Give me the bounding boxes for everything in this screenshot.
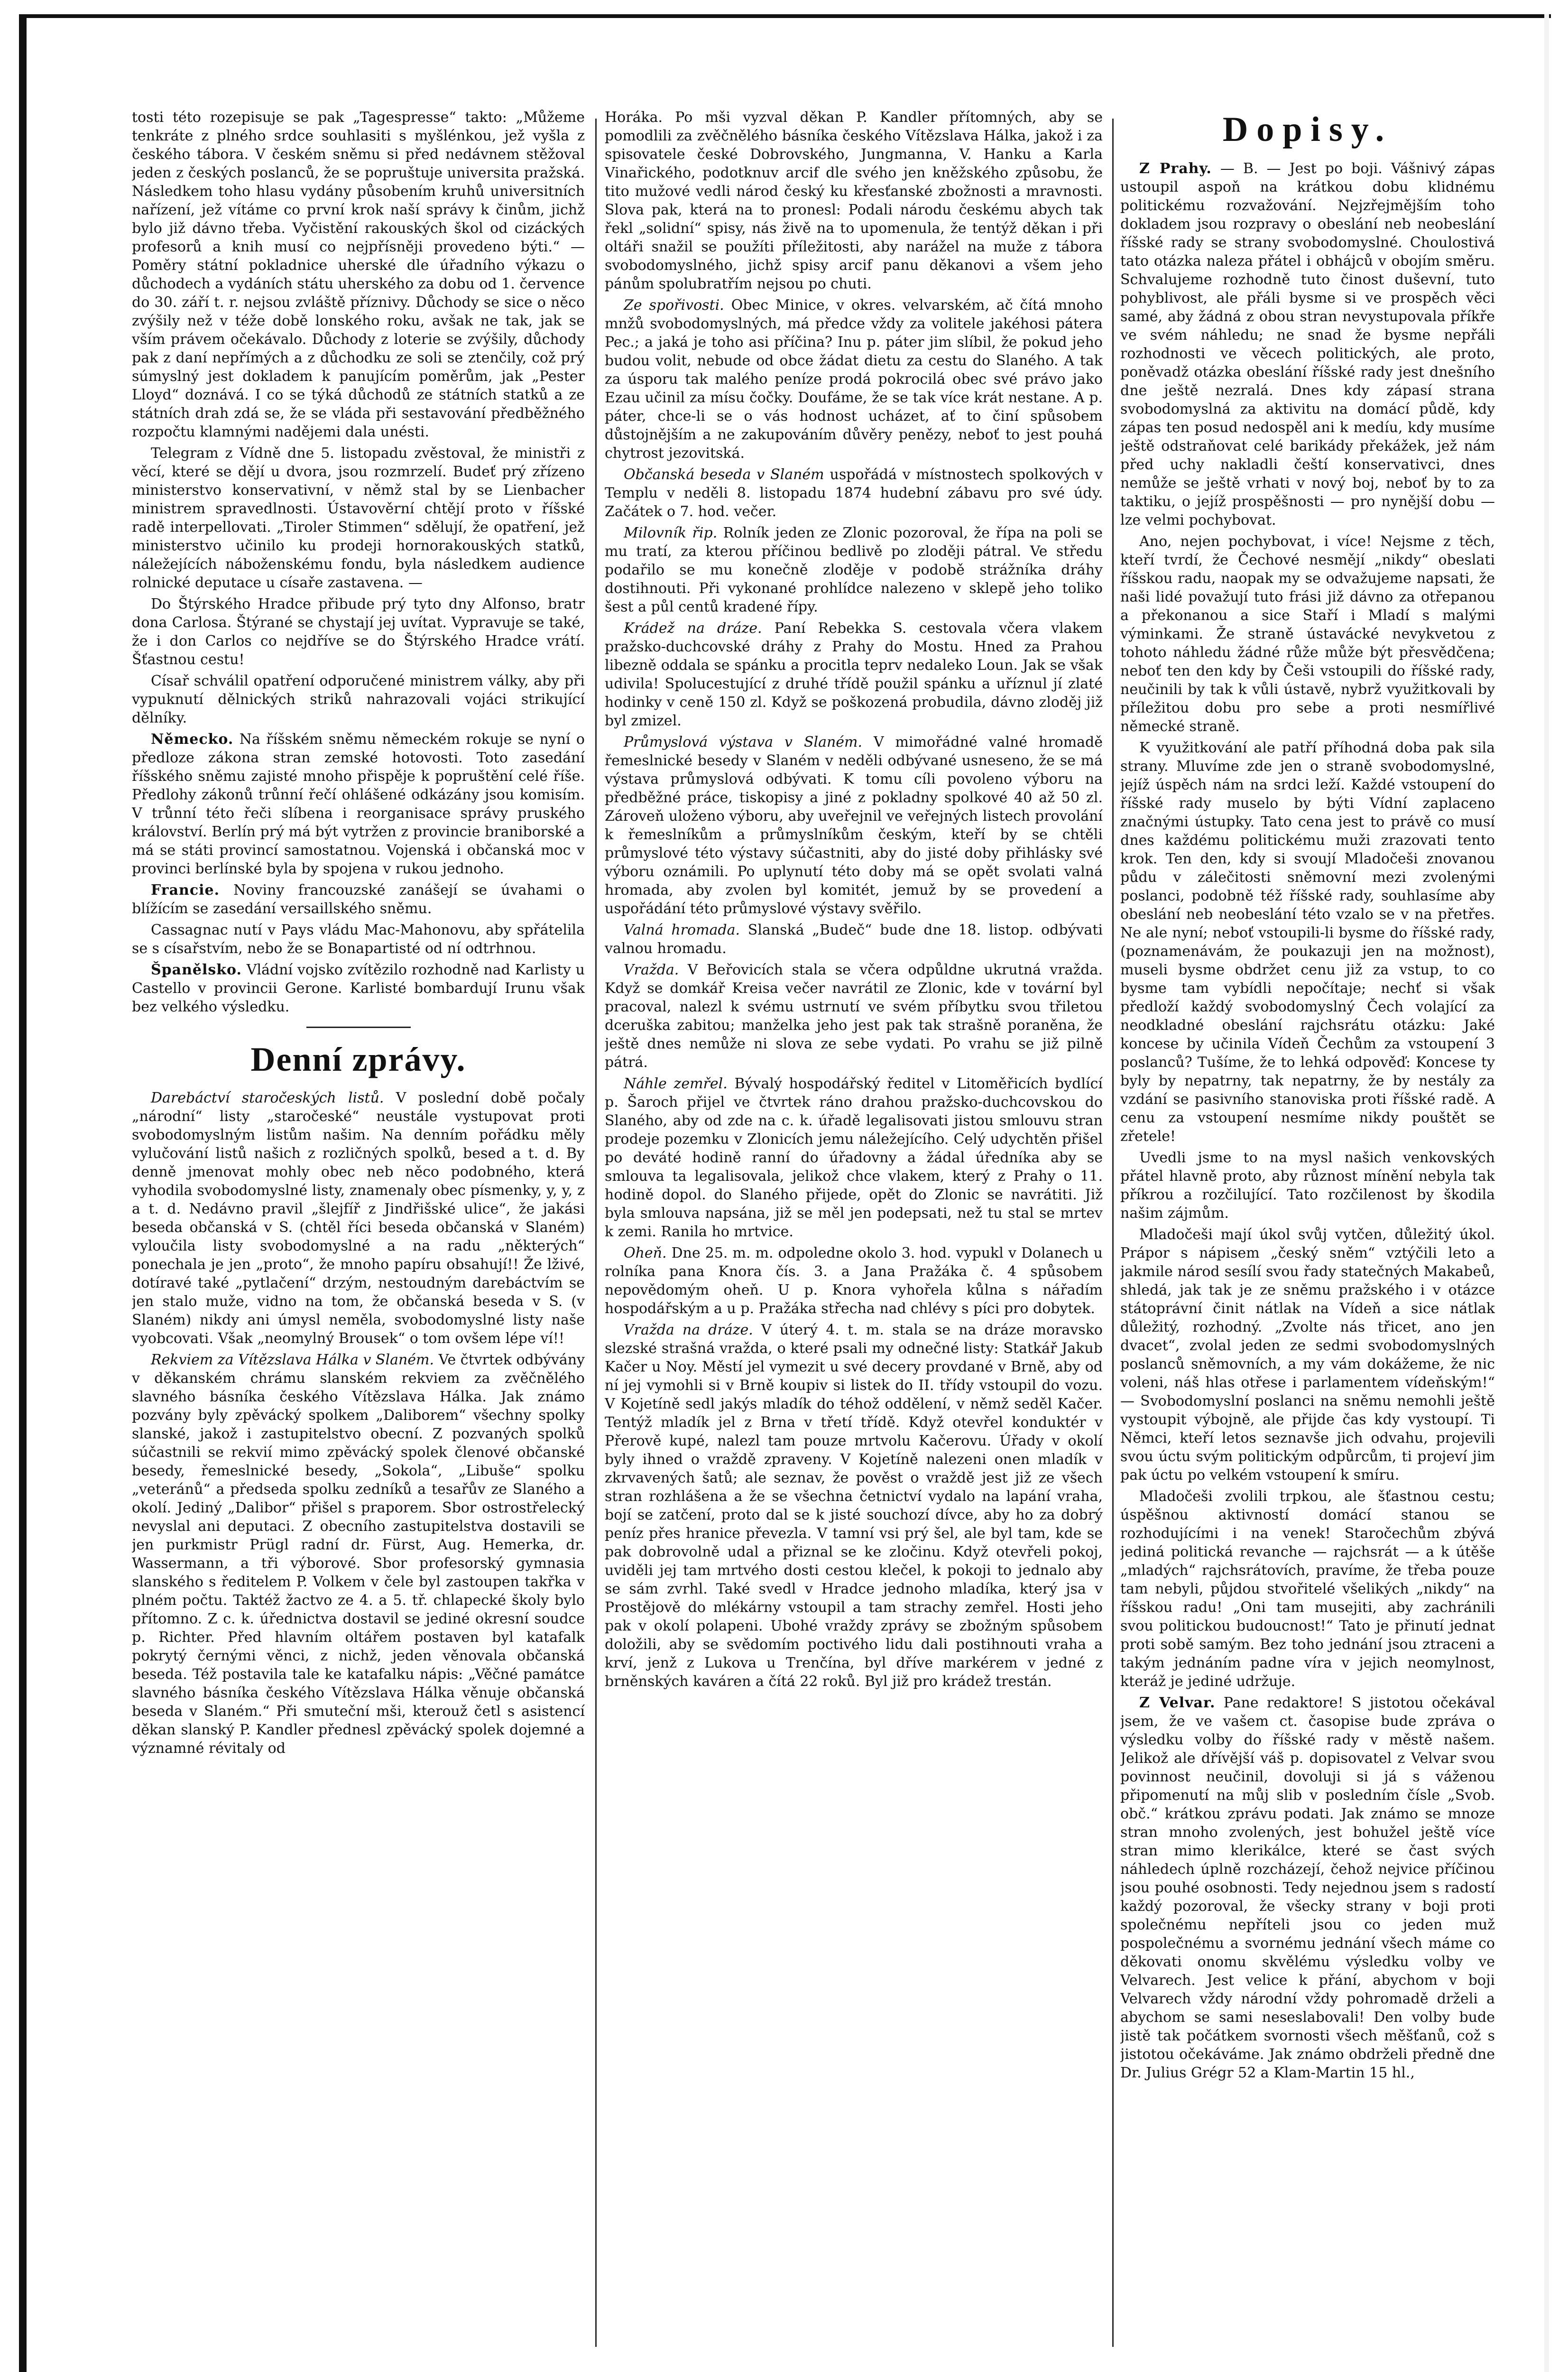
right-letter-item-text: Pane redaktore! S jistotou očekával jsem, že ve vašem ct. časopise bude zpráva o výsledku volby do říšské rady v městě našem. Jelikož ale dřívější váš p. dopisovatel z Velvar svou povinnost neučinil, dovoluji si já s váženou připomenutí na můj slib v posledním čísle „Svob. obč.“ krátkou zprávu podati. Jak známo se mnoze stran mnoho zvolených, jest bohužel ještě více stran mimo klerikálce, které se čast svých náhledech úplně rozcházejí, čehož nejvice příčinou jsou pouhé osobnosti. Tedy nejednou jsem s radostí každý pozoroval, že všecky strany v boji proti společnému nepříteli jsou co jeden muž pospolečnému a svornému jednání všech máme co děkovati onomu skvělému výsledku volby ve Velvarech. Jest velice k přání, abychom v boji Velvarech vždy národní vždy pohromadě drželi a abychom se sami neseslabovali! Den volby bude jistě tak počátkem svornosti všech měšťanů, což s jistotou očekáváme. Jak známo obdrželi předně dne Dr. Julius Grégr 52 a Klam-Martin 15 hl., xyxy=(1120,1695,1495,2081)
right-letter-item-head: Z Velvar. xyxy=(1139,1695,1216,1711)
middle-news-list xyxy=(605,296,1103,1691)
right-letter-item xyxy=(1120,159,1495,529)
middle-paragraph-1: Horáka. Po mši vyzval děkan P. Kandler přítomných, aby se pomodlili za zvěčnělého básníka českého Vítězslava Hálka, jakož i za spisovatele české Dobrovského, Jungmanna, V. Hanku a Karla Vinařického, podotknuv arcif dle svého jen kněžského způsobu, že tito mužové vedli národ český ku křesťanské zbožnosti a mravnosti. Slova pak, která na to pronesl: Podali národu českému abych tak řekl „solidní“ spisy, nás živě na to upomenula, že tentýž děkan i při oltáři snažil se použíti příležitosti, aby narážel na muže z tábora svobodomyslného, jichž spisy arcif panu děkanovi a všem jeho pánům spolubratřím nejsou po chuti. xyxy=(605,109,1103,292)
right-letter-item-text: Ano, nejen pochybovat, i více! Nejsme z těch, kteří tvrdí, že Čechové nesmějí „nikdy“ obeslati říšskou radu, naopak my se odvažujeme napsati, že naši lidé považují tuto frási již dávno za otřepanou a překonanou a sice Staří i Mladí s malými výminkami. Že straně ústavácké nevykvetou z tohoto náhledu žádné růže může být přesvědčena; neboť ten den kdy by Češi vstoupili do říšské rady, neučinili by tak k vůli ústavě, nybrž využitkovali by příležitou dobu pro sebe a proti nesmířlivé německé straně. xyxy=(1120,533,1495,735)
right-letters-list xyxy=(1120,159,1495,2082)
middle-news-item xyxy=(605,961,1103,1072)
middle-news-item xyxy=(605,1075,1103,1241)
darebactvi-text: V poslední době počaly „národní“ listy „staročeské“ neustále vystupovat proti svobodomyslným listům našim. Na denním pořádku měly vylučování listů našich z rozličných spolků, besed a t. d. By denně jmenovat mohly obec neb něco podobného, která vyhodila svobodomyslné listy, znamenaly obec písmenky, y, y, z a t. d. Nedávno pravil „šlejfíř z Jindřišské ulice“, že jakási beseda občanská v S. (chtěl říci beseda občanská v Slaném) vyloučila listy svobodomyslné a na radu „některých“ ponechala je jen „proto“, že mnoho papíru obsahují!! Že lživé, dotíravé také „pytlačení“ drzým, nestoudným darebáctvím se jen stalo muže, vidno na tom, že občanská beseda v S. (v Slaném) nikdy ani úmysl neměla, svobodomyslné listy naše vyobcovati. Však „neomylný Brousek“ o tom ovšem lépe ví!! xyxy=(132,1090,585,1347)
rekviem-head: Rekviem za Vítězslava Hálka v Slaném. xyxy=(151,1352,434,1368)
middle-news-item-head: Vražda na dráze. xyxy=(624,1322,753,1338)
middle-news-item-text: Bývalý hospodářský ředitel v Litoměřicích bydlící p. Šaroch přijel ve čtvrtek ráno drahou pražsko-duchcovskou do Slaného, aby od zde na c. k. úřadě legalisovati jistou smlouvu stran prodeje pozemku v Zlonicích jemu náležejícího. Celý udychtěn přišel po deváté hodině ranní do úřadovny a žádal úředníka aby se smlouva ta legalisovala, jelikož chce vlakem, který z Prahy o 11. hodině dopol. do Slaného přijede, opět do Zlonic se navrátiti. Již byla smlouva napsána, již se měl jen podepsati, než tu stal se mrtev k zemi. Ranila ho mrtvice. xyxy=(605,1075,1103,1240)
middle-news-item-text: V úterý 4. t. m. stala se na dráze moravsko slezské strašná vražda, o které psali my odnečné listy: Statkář Jakub Kačer u Noy. Městí jel vymezit u své decery provdané v Brně, aby od ní jej vymohli si v Brně koupiv si listek do II. třídy vstoupil do vozu. V Kojetíně sedl jakýs mladík do téhož oddělení, v němž seděl Kačer. Tentýž mladík jel z Brna v třetí třídě. Když otevřel konduktér v Přerově kupé, nalezl tam pouze mrtvolu Kačerovu. Úřady v okolí byly ihned o vraždě zpraveny. V Kojetíně nalezeni onen mladík v zkrvavených šatů; ale seznav, že pověst o vraždě jest již ze všech stran rozhlášena a že se všechna četnictví vydalo na lapání vraha, bojí se zatčení, proto dal se k jisté souchozí dívce, aby ho za dobrý peníz přes hranice převezla. V tamní vsi prý šel, ale byl tam, kde se pak dobrovolně udal a přiznal se ke zločinu. Když otevřeli pokoj, uviděli jej tam mrtvého dosti cestou klečel, k pokoji to jednalo aby se sám zvrhl. Také svedl v Hradce jednoho mladíka, který jsa v Prostějově do mlékárny vstoupil a tam strachy zemřel. Hosti jeho pak v okolí polapeni. Ubohé vraždy zprávy se zbožným spůsobem doložili, aby se svědomím poctivého lidu dali postihnouti vraha a krví, jenž z Lukova u Trenčína, byl dříve markérem v jedné z brněnských kaváren a čítá 22 roků. Byl již pro krádež trestán. xyxy=(605,1322,1103,1690)
page-edge xyxy=(1544,14,1549,2372)
francie-head: Francie. xyxy=(151,882,220,899)
francie-paragraph-2: Cassagnac nutí v Pays vládu Mac-Mahonovu, aby spřátelila se s císařstvím, nebo že se Bonapartisté od ní odtrhnou. xyxy=(132,922,585,957)
left-paragraph-2: Telegram z Vídně dne 5. listopadu zvěstoval, že ministři z věcí, které se dějí u dvora, jsou rozmrzelí. Budeť prý zřízeno ministerstvo konservativní, v němž stal by se Lienbacher ministrem spravedlnosti. Ústavověrní chtějí proto v říšské radě interpellovati. „Tiroler Stimmen“ sdělují, že opatření, jež ministerstvo učinilo ku prodeji hornorakouských statků, náležejících náboženskému fondu, byla následkem audience rolnické deputace u císaře zastavena. — xyxy=(132,445,585,591)
spanelsko-paragraph xyxy=(132,961,585,1016)
middle-news-item-head: Milovník řip. xyxy=(624,525,718,541)
middle-news-item xyxy=(605,1244,1103,1318)
left-paragraph-1: tosti této rozepisuje se pak „Tagespresse“ takto: „Můžeme tenkráte z plného srdce souhlasiti s myšlénkou, jež vyšla z českého tábora. V českém sněmu si před nedávnem stěžoval jeden z českých poslanců, že se popruštuje universita pražská. Následkem toho hlasu vydány působením kruhů universitních nařízení, jež vítáme co první krok naší správy k činům, jichž bylo již dávno třeba. Vyčistění rakouských škol od cizáckých profesorů a knih musí co nejpřísněji provedeno býti.“ — Poměry státní pokladnice uherské dle úřadního výkazu o důchodech a vydáních státu uherského za dobu od 1. července do 30. září t. r. nejsou zvláště příznivy. Důchody se sice o něco zvýšily než v téže době lonského roku, avšak ne tak, jak se vším právem očekávalo. Důchody z loterie se zvýšily, důchody pak z daní nepřímých a z důchodku ze soli se ztenčily, což prý súmyslný jest dokladem k panujícím poměrům, jak „Pester Lloyd“ doznává. I co se týká důchodů ze státních statků a ze státních drah zdá se, že se vláda při sestavování předběžného rozpočtu klamnými nadějemi dala unésti. xyxy=(132,109,585,440)
middle-news-item-text: Dne 25. m. m. odpoledne okolo 3. hod. vypukl v Dolanech u rolníka pana Knora čís. 3. a Jana Pražáka č. 4 spůsobem nepovědomým oheň. U p. Knora vyhořela kůlna s nářadím hospodářským a u p. Pražáka střecha nad chlévy s píci pro dobytek. xyxy=(605,1245,1103,1317)
column-right xyxy=(1120,108,1495,2372)
middle-news-item-text: Obec Minice, v okres. velvarském, ač čítá mnoho mnžů svobodomyslných, má předce vždy za volitele jakéhosi pátera Pec.; a jaká je toho asi příčina? Inu p. páter jim slíbil, že pokud jeho budou volit, nebude od obce žádat dietu za cestu do Slaného. A tak za úsporu tak malého peníze prodá pokrocilá obec své právo jako Ezau učinil za mísu čočky. Doufáme, že se tak více krát nestane. A p. páter, chce-li se o vás hodnost ucházet, ať to činí spůsobem důstojnějším a ne zakupováním důvěry penězy, neboť to jest pouhá chytrost jezovitská. xyxy=(605,297,1103,462)
middle-news-item-head: Krádež na dráze. xyxy=(624,620,762,637)
right-letter-item-text: Mladočeši zvolili trpkou, ale šťastnou cestu; úspěšnou aktivností domácí stanou se rozhodujícími i na venek! Staročechům zbývá jediná politická revanche — rajchsrát — a k útěše „mladých“ rajchsrátovích, pravíme, že třeba pouze tam nebyli, půjdou stvořitelé všelikých „nikdy“ na říšskou radu! „Oni tam musejiti, aby zachránili svou politickou budoucnost!“ Tato je přinutí jednat proti sobě samým. Bez toho jednání jsou ztraceni a takým jednáním padne víra v jejich neomylnost, kteráž je jediné udržuje. xyxy=(1120,1488,1495,1690)
left-paragraph-4: Císař schválil opatření odporučené ministrem války, aby při vypuknutí dělnických striků nahrazovali vojáci strikující dělníky. xyxy=(132,673,585,726)
middle-news-item xyxy=(605,524,1103,616)
middle-news-item-text: V mimořádné valné hromadě řemeslnické besedy v Slaném v neděli odbývané usneseno, že se má výstava průmyslová odbývati. K tomu cíli povoleno výboru na předběžné práce, tiskopisy a jiné z pokladny spolkové 40 až 50 zl. Zároveň uloženo výboru, aby uveřejnil ve veřejných listech provolání k řemeslníkům a průmyslníkům českým, kteří by se chtěli průmyslové této výstavy súčastniti, aby do jisté doby přihlásky své výboru oznámili. Po uplynutí této doby má se opět svolati valná hromada, aby zvolen byl komitét, jemuž by se provedení a uspořádání této průmyslové výstavy svěřilo. xyxy=(605,734,1103,917)
left-paragraph-3: Do Štýrského Hradce přibude prý tyto dny Alfonso, bratr dona Carlosa. Štýrané se chystají jej uvítat. Vypravuje se také, že i don Carlos co nejdříve se do Štýrského Hradce vrátí. Šťastnou cestu! xyxy=(132,596,585,668)
francie-text: Noviny francouzské zanášejí se úvahami o blížícím se zasedání versaillského sněmu. xyxy=(132,882,585,917)
middle-news-item-head: Náhle zemřel. xyxy=(624,1075,728,1092)
section-separator xyxy=(306,1027,411,1028)
right-letter-item xyxy=(1120,1225,1495,1484)
middle-news-item-head: Průmyslová výstava v Slaném. xyxy=(624,734,863,751)
middle-news-item-head: Ze spořivosti. xyxy=(624,297,724,314)
middle-news-item-text: uspořádá v místnostech spolkových v Templu v neděli 8. listopadu 1874 hudební zábavu pro své údy. Začátek o 7. hod. večer. xyxy=(605,466,1103,520)
middle-news-item-text: Slanská „Budeč“ bude dne 18. listop. odbývati valnou hromadu. xyxy=(605,922,1103,957)
middle-news-item-head: Vražda. xyxy=(624,962,679,978)
middle-news-item-head: Oheň. xyxy=(624,1245,667,1261)
right-letter-item xyxy=(1120,1694,1495,2082)
middle-news-item-head: Občanská beseda v Slaném xyxy=(624,466,824,483)
right-letter-item xyxy=(1120,1149,1495,1223)
middle-news-item xyxy=(605,619,1103,730)
right-letter-item-head: Z Prahy. xyxy=(1139,160,1212,177)
spanelsko-text: Vládní vojsko zvítězilo rozhodně nad Karlisty u Castello v provincii Gerone. Karlisté bombardují Irunu však bez velkého výsledku. xyxy=(132,962,585,1015)
francie-paragraph xyxy=(132,881,585,918)
middle-news-item-text: V Beřovicích stala se včera odpůldne ukrutná vražda. Když se domkář Kreisa večer navrátil ze Zlonic, kde v tovární byl pracoval, nalezl k svému ustrnutí ve svém příbytku svou třiletou dceruška zabitou; manželka jeho jest pak tak strašně poraněna, že ještě dnes nemůže ni slova ze sebe vydati. Po vrahu se již pilně pátrá. xyxy=(605,962,1103,1071)
column-rule-1 xyxy=(595,119,597,2347)
right-letter-item-text: — B. — Jest po boji. Vášnivý zápas ustoupil aspoň na krátkou dobu klidnému politickému rozvažování. Nejzřejmějším toho dokladem jsou rozpravy o obeslání neb neobeslání říšské rady se strany svobodomyslné. Choulostivá tato otázka naleza přátel i obhájců v obojím směru. Schvalujeme rozhodně tuto činost duševní, tuto pohyblivost, ale přáli bysme si ve prospěch věci samé, aby žádná z obou stran nevystupovala příkře ve svém náhledu; ne snad že bysme nepřáli rozhodnosti ve věcech politických, ale proto, poněvadž otázka obeslání říšské rady jest dnešního dne ještě nezralá. Dnes kdy zápasí strana svobodomyslná za aktivitu na domácí půdě, kdy zápas ten posud nedospěl ani k medíu, kdy musíme ještě odstraňovat celé barikády překážek, jež nám před uchy nakladli čeští konservativci, dnes nemůže se ještě vrhati v nový boj, neboť by to za taktiku, o jejíž prospěšnosti — pro nynější dobu — lze velmi pochybovat. xyxy=(1120,160,1495,528)
middle-news-item-head: Valná hromada. xyxy=(624,922,740,938)
right-letter-item-text: Uvedli jsme to na mysl našich venkovských přátel hlavně proto, aby různost mínění nebyla tak příkrou a rozčilující. Tato rozčilenost by škodila našim zájmům. xyxy=(1120,1149,1495,1222)
section-title-denni-zpravy: Denní zprávy. xyxy=(250,1040,466,1078)
column-left xyxy=(132,108,585,2372)
nemecko-paragraph xyxy=(132,730,585,878)
darebactvi-head: Darebáctví staročeských listů. xyxy=(151,1090,384,1106)
nemecko-head: Německo. xyxy=(151,731,234,748)
middle-news-item xyxy=(605,296,1103,463)
middle-news-item xyxy=(605,1321,1103,1691)
darebactvi-paragraph xyxy=(132,1089,585,1348)
rekviem-paragraph xyxy=(132,1351,585,1758)
right-letter-item xyxy=(1120,1487,1495,1691)
section-title-dopisy: Dopisy. xyxy=(1222,110,1393,149)
spanelsko-head: Španělsko. xyxy=(151,962,242,978)
right-letter-item-text: K využitkování ale patří příhodná doba pak sila strany. Mluvíme zde jen o straně svobodomyslné, jejíž úspěch nám na srdci leží. Každé vstoupení do říšské rady muselo by býti Vídní zaplaceno značnými ústupky. Tato cena jest to právě co musí dnes každému politickému muži zrazovati tento krok. Ten den, kdy si svoují Mladočeši znovanou půdu v zálečitosti sněmovní mezi zvolenými poslanci, podobně též říšské rady, souhlasíme aby obeslání neb neobeslání této vzalo se v na přetřes. Ne ale nyní; neboť vstoupili-li bysme do říšské rady, (poznamenávám, že poukazuji jen na možnost), museli bysme obdržet cenu již za vstup, to co bysme tam vybídli nepočítaje; nechť si však předloží každý svobodomyslný Čech volající za neodkladné obeslání rajchsrátu otázku: Jaké koncese by učinila Vídeň Čechům za vstoupení 3 poslanců? Tušíme, že to lehká odpověď: Koncese ty byly by nepatrny, tak nepatrny, že by nestály za vzdání se pasivního stanoviska proti říšské radě. A cenu za vstoupení nesmíme nikdy pouštět se zřetele! xyxy=(1120,740,1495,1145)
rekviem-text: Ve čtvrtek odbývány v děkanském chrámu slanském rekviem za zvěčnělého slavného básníka českého Vítězslava Hálka. Jak známo pozvány byly zpěvácký spolkem „Daliborem“ všechny spolky slanské, jakož i zastupitelstvo obecní. Z pozvaných spolků súčastnili se rekvií mimo zpěvácký spolek členové občanské besedy, řemeslnické besedy, „Sokola“, „Libuše“ spolku „veteránů“ a předseda spolku zedníků a tesařův ze Slaného a okolí. Jediný „Dalibor“ přišel s praporem. Sbor ostrostřelecký nevyslal ani deputaci. Z obecního zastupitelstva dostavili se jen purkmistr Prügl radní dr. Fürst, Aug. Hemerka, dr. Wassermann, a tři výborové. Sbor profesorský gymnasia slanského s ředitelem P. Volkem v čele byl zastoupen takřka v plném počtu. Taktéž žactvo ze 4. a 5. tř. chlapecké školy bylo přítomno. Z c. k. úřednictva dostavil se jediné okresní soudce p. Richter. Před hlavním oltářem postaven byl katafalk pokrytý černými věnci, z nichž, jeden věnovala občanská beseda. Též postavila tale ke katafalku nápis: „Věčné památce slavného básníka českého Vítězslava Hálka věnuje občanská beseda v Slaném.“ Při smuteční mši, kterouž četl s asistencí děkan slanský P. Kandler přednesl zpěvácký spolek dojemné a významné révitaly od xyxy=(132,1352,585,1757)
middle-news-item xyxy=(605,733,1103,918)
right-letter-item xyxy=(1120,739,1495,1146)
middle-news-item xyxy=(605,921,1103,958)
column-rule-2 xyxy=(1112,119,1114,2347)
nemecko-text: Na říšském sněmu německém rokuje se nyní o předloze zákona stran zemské hotovosti. Toto zasedání říšského sněmu zajisté mnoho přispěje k popruštění celé říše. Předlohy zákonů trůnní řečí ohlášené odkázány jsou komisím. V trůnní této řeči slíbena i reorganisace správy pruského království. Berlín prý má být vytržen z provincie braniborské a má se státi provincí samostatnou. Vojenská i občanská moc v provinci berlínské byla by spojena v rukou jednoho. xyxy=(132,731,585,877)
middle-news-item-text: Paní Rebekka S. cestovala včera vlakem pražsko-duchcovské dráhy z Prahy do Mostu. Hned za Prahou libezně oddala se spánku a procitla teprv nedaleko Loun. Jak se však udivila! Spolucestující z druhé třídě použil spánku a uříznul jí zlaté hodinky v ceně 150 zl. Když se poškozená probudila, dávno zloděj již byl zmizel. xyxy=(605,620,1103,729)
column-middle xyxy=(605,108,1103,2372)
middle-news-item xyxy=(605,465,1103,521)
right-letter-item-text: Mladočeši mají úkol svůj vytčen, důležitý úkol. Prápor s nápisem „český sněm“ vztýčili leto a jakmile národ sesílí svou řady statečných Makabeů, shledá, jak tak je ze sněmu pražského i v otázce státoprávní činit nátlak na Vídeň a sice nátlak důležitý, rozhodný. „Zvolte nás třicet, ano jen dvacet“, zvolal jeden ze sedmi svobodomyslných poslanců sněmovních, a my vám dokážeme, že nic voleni, náš hlas otřese i parlamentem vídeňským!“ — Svobodomyslní poslanci na sněmu nemohli ještě vystoupit výbojně, ale přijde čas kdy vystoupí. Ti Němci, kteří letos seznavše jich odvahu, projevili svou úctu svým politickým odpůrcům, ti projeví jim pak úctu po velkém vstoupení k smíru. xyxy=(1120,1226,1495,1483)
middle-news-item-text: Rolník jeden ze Zlonic pozoroval, že řípa na poli se mu tratí, za kterou příčinou bedlivě po zloději pátral. Ve středu podařilo se mu konečně zloděje v podobě strážníka dráhy dostihnouti. Při vykonané prohlídce nalezeno v sklepě jeho toliko šest a půl centů kradené řípy. xyxy=(605,525,1103,615)
right-letter-item xyxy=(1120,532,1495,736)
